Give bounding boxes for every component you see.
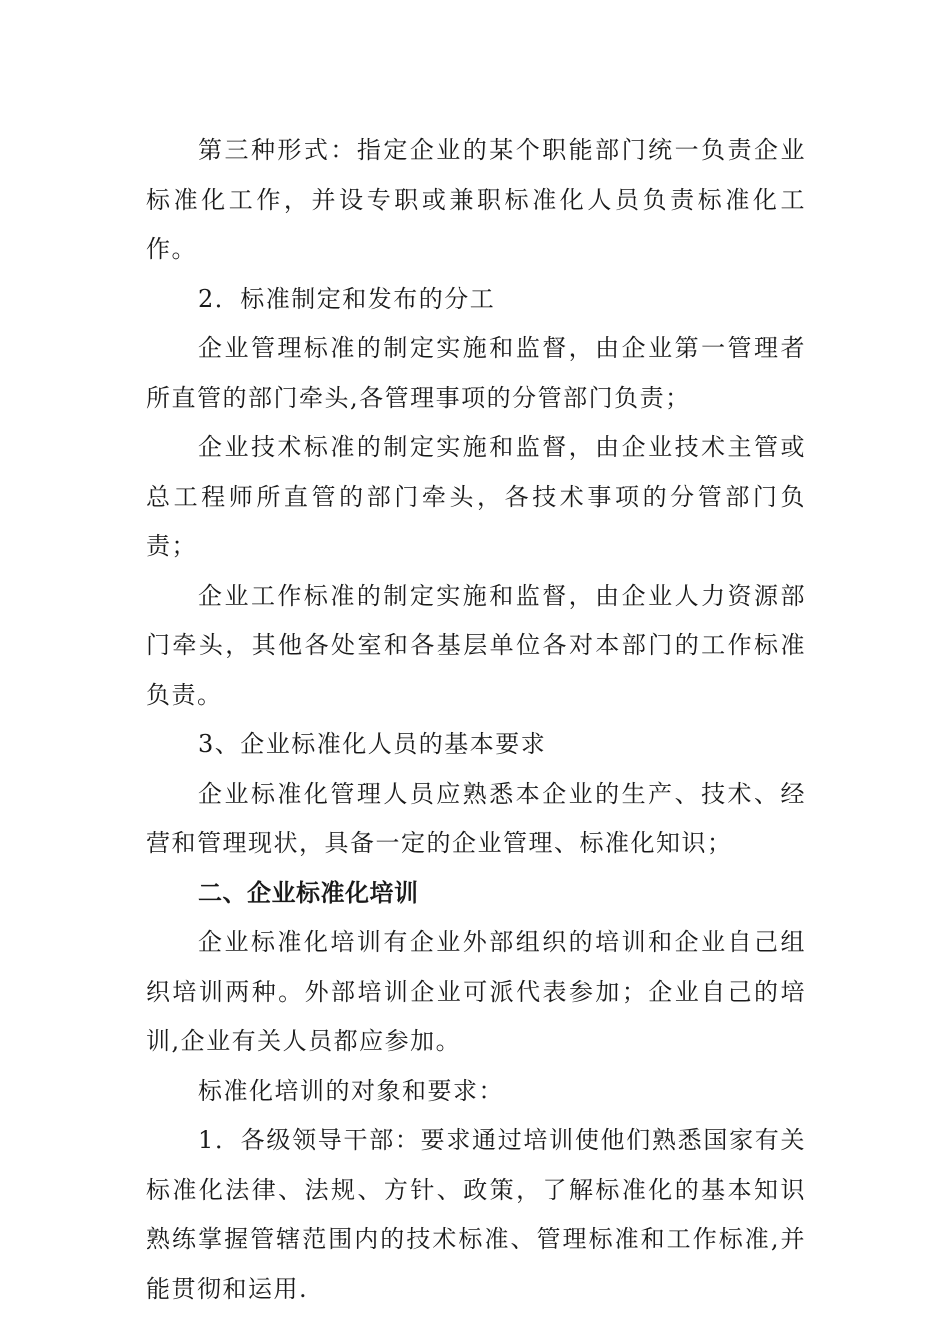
paragraph-work-standards: 企业工作标准的制定实施和监督，由企业人力资源部门牵头，其他各处室和各基层单位各对本部门的工作标准负责。 (146, 581, 806, 709)
section-heading-training: 二、企业标准化培训 (198, 878, 419, 907)
document-body (146, 126, 806, 1314)
paragraph-third-form: 第三种形式：指定企业的某个职能部门统一负责企业标准化工作，并设专职或兼职标准化人员负责标准化工作。 (146, 136, 806, 263)
paragraph-technical-standards: 企业技术标准的制定实施和监督，由企业技术主管或总工程师所直管的部门牵头，各技术事项的分管部门负责； (146, 433, 806, 560)
paragraph-training-types: 企业标准化培训有企业外部组织的培训和企业自己组织培训两种。外部培训企业可派代表参加；企业自己的培训,企业有关人员都应参加。 (146, 928, 806, 1055)
paragraph-leaders-training: 1．各级领导干部：要求通过培训使他们熟悉国家有关标准化法律、法规、方针、政策，了解标准化的基本知识熟练掌握管辖范围内的技术标准、管理标准和工作标准,并能贯彻和运用. (146, 1126, 806, 1303)
paragraph-training-targets-intro: 标准化培训的对象和要求： (198, 1076, 504, 1105)
subheading-staff-requirements: 3、企业标准化人员的基本要求 (198, 730, 547, 758)
paragraph-staff-requirements: 企业标准化管理人员应熟悉本企业的生产、技术、经营和管理现状，具备一定的企业管理、标准化知识； (146, 779, 806, 857)
paragraph-management-standards: 企业管理标准的制定实施和监督，由企业第一管理者所直管的部门牵头,各管理事项的分管部门负责； (146, 334, 806, 412)
subheading-division-of-work: 2．标准制定和发布的分工 (198, 284, 496, 313)
